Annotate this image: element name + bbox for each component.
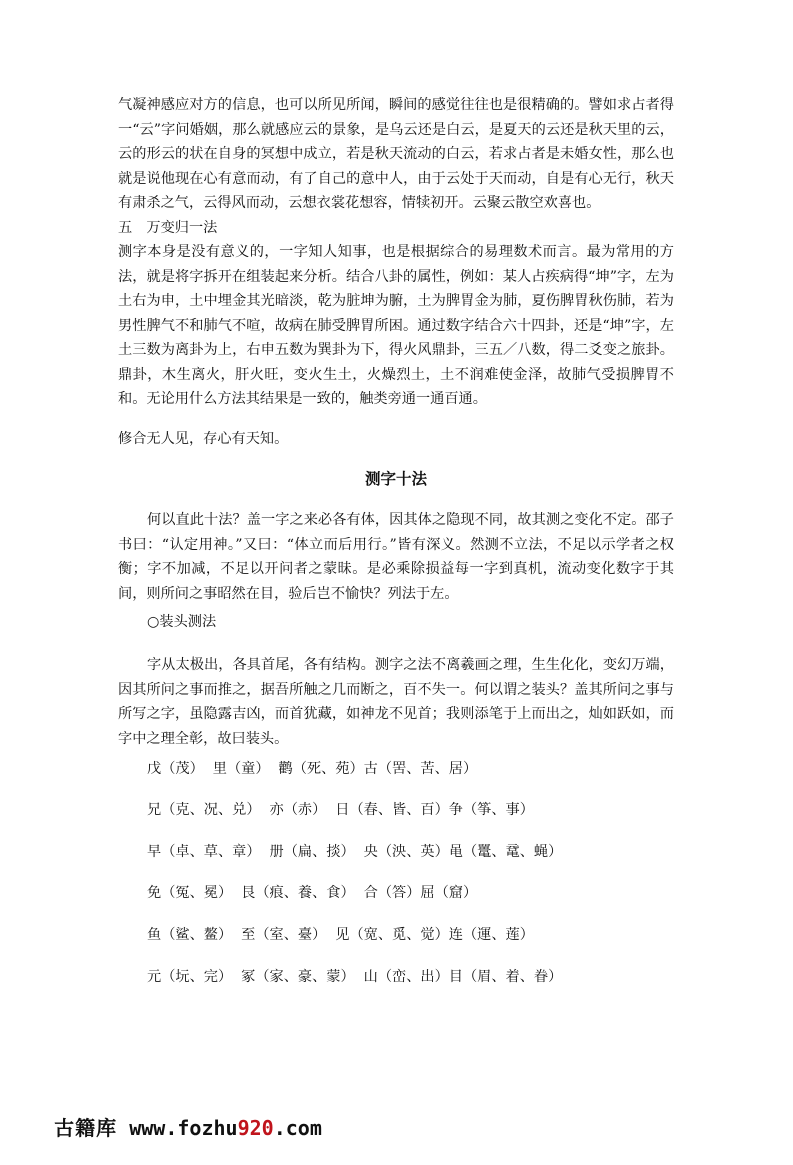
- paragraph-cloud-divination: 气凝神感应对方的信息，也可以所见所闻，瞬间的感觉往往也是很精确的。譬如求占者得一“云”字问婚姻，那么就感应云的景象，是乌云还是白云，是夏天的云还是秋天里的云，云的形云的状在自身的冥想中成立，若是秋天流动的白云，若求占者是未婚女性，那么也就是说他现在心有意而动，有了自己的意中人，由于云处于天而动，自是有心无行，秋天有肃杀之气，云得风而动，云想衣裳花想容，情犊初开。云聚云散空欢喜也。: [118, 97, 674, 211]
- subheading-zhuangtou: ○装头测法: [147, 614, 217, 630]
- paragraph-motto: 修合无人见，存心有天知。: [118, 431, 289, 447]
- example-row: 兄（克、况、兑） 亦（赤） 日（春、皆、百）争（筝、事）: [147, 802, 534, 818]
- example-row: 鱼（鲨、鳌） 至（室、臺） 见（宽、觅、觉）连（運、莲）: [147, 927, 534, 943]
- section-5-title: 五 万变归一法: [118, 220, 218, 236]
- site-url-number: 920: [237, 1116, 274, 1140]
- example-row: 戊（茂） 里（童） 鹳（死、苑）古（罟、苦、居）: [147, 761, 478, 777]
- site-url-suffix: .com: [273, 1116, 322, 1140]
- paragraph-ten-methods-intro: 何以直此十法？盖一字之来必各有体，因其体之隐现不同，故其测之变化不定。邵子书曰：“认定用神。”又曰：“体立而后用行。”皆有深义。然测不立法，不足以示学者之权衡；字不加减，不足以开问者之蒙昧。是必乘除损益每一字到真机，流动变化数字于其间，则所问之事昭然在目，验后岂不愉快？列法于左。: [118, 512, 674, 602]
- site-label: 古籍库: [54, 1116, 118, 1140]
- example-row: 免（冤、冕） 艮（痕、養、食） 合（答）屈（窟）: [147, 885, 478, 901]
- example-row: 早（卓、草、章） 册（扁、掞） 央（泱、英）黾（鼍、鼋、蝇）: [147, 844, 563, 860]
- paragraph-zhuangtou-explanation: 字从太极出，各具首尾，各有结构。测字之法不离羲画之理，生生化化，变幻万端，因其所问之事而推之，据吾所触之几而断之，百不失一。何以谓之装头？盖其所问之事与所写之字，虽隐露吉凶，而首犹藏，如神龙不见首；我则添笔于上而出之，灿如跃如，而字中之理全彰，故曰装头。: [118, 657, 674, 747]
- page-title: 测字十法: [364, 470, 427, 488]
- paragraph-ten-thousand-changes: 测字本身是没有意义的，一字知人知事，也是根据综合的易理数术而言。最为常用的方法，就是将字拆开在组装起来分析。结合八卦的属性，例如：某人占疾病得“坤”字，左为土右为申，土中埋金其光暗淡，乾为脏坤为腑，土为脾胃金为肺，夏伤脾胃秋伤肺，若为男性脾气不和肺气不喧，故病在肺受脾胃所困。通过数字结合六十四卦，还是“坤”字，左土三数为离卦为上，右申五数为巽卦为下，得火风鼎卦，三五／八数，得二爻变之旅卦。鼎卦，木生离火，肝火旺，变火生土，火燥烈土，土不润难使金泽，故肺气受损脾胃不和。无论用什么方法其结果是一致的，触类旁通一通百通。: [118, 244, 674, 407]
- footer-watermark: [6, 1088, 322, 1165]
- example-row: 元（坃、完） 冢（家、豪、蒙） 山（峦、出）目（眉、着、眷）: [147, 969, 563, 985]
- site-url-prefix: www.fozhu: [129, 1116, 238, 1140]
